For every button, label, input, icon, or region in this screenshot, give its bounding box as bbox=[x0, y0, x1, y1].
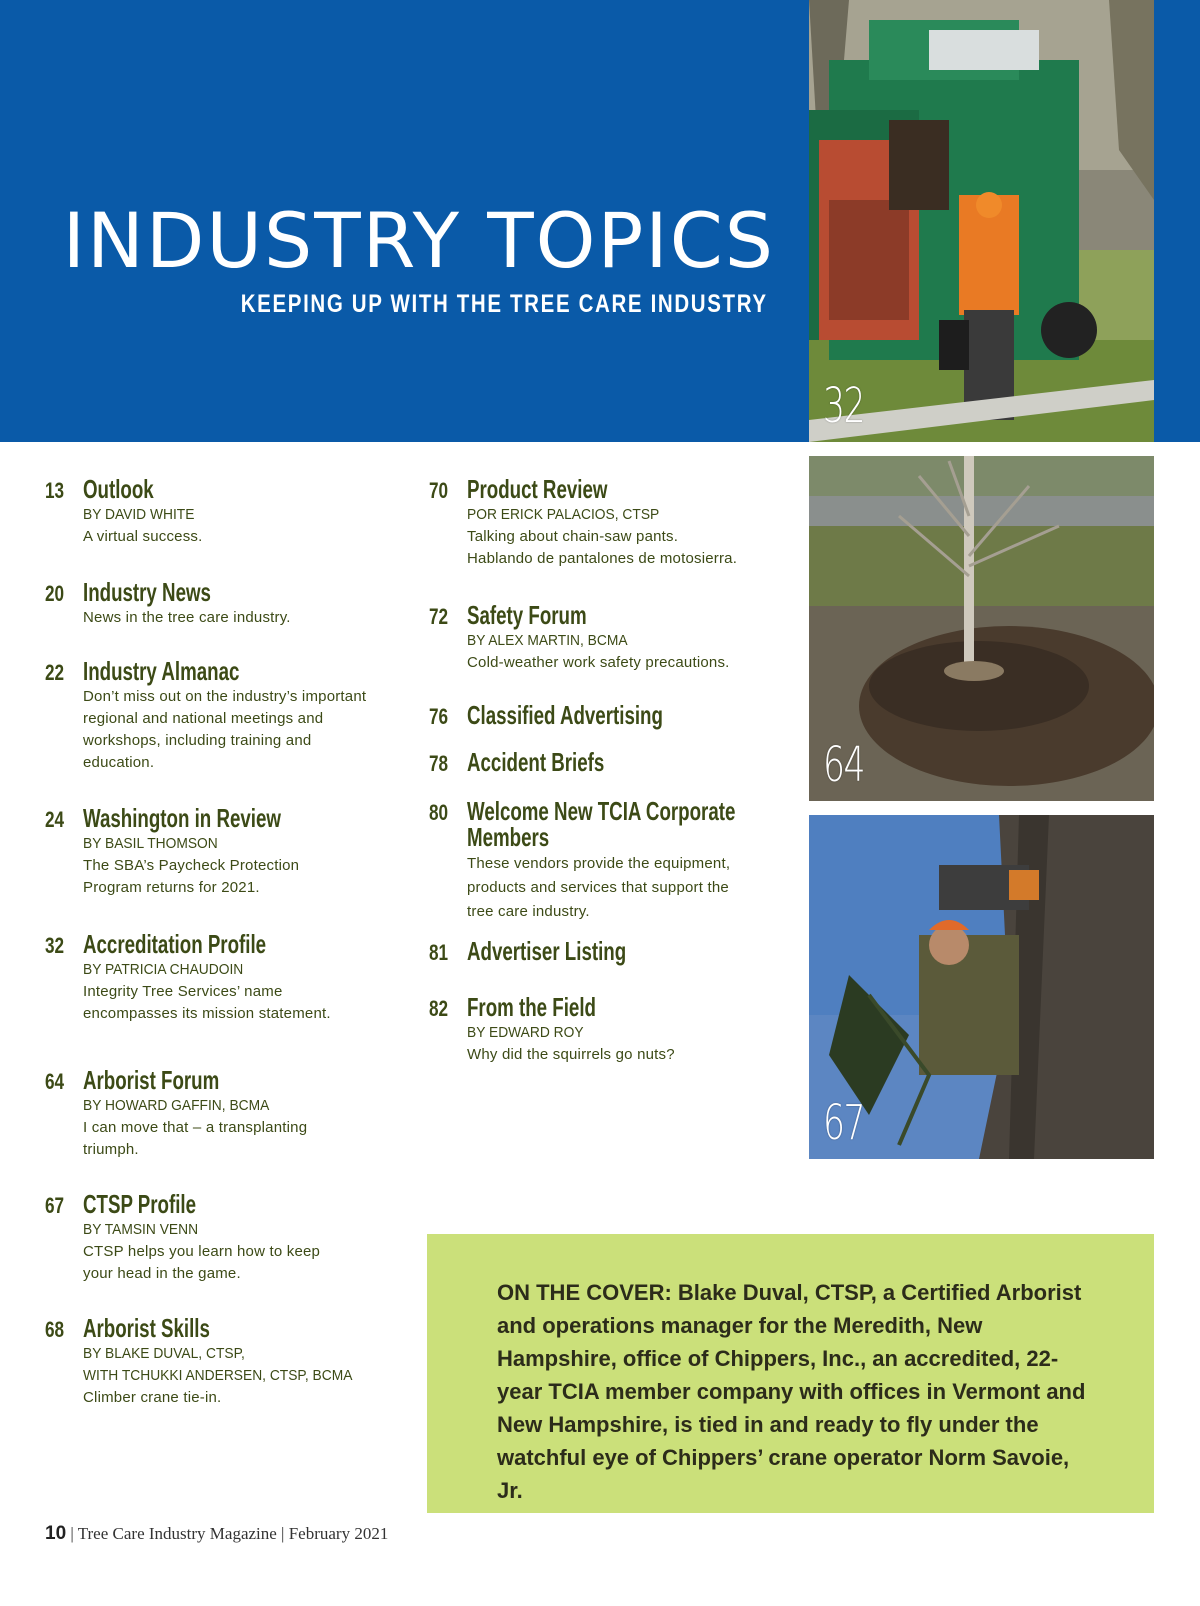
toc-byline: BY BASIL THOMSON bbox=[83, 835, 218, 852]
toc-description: I can move that – a transplanting triumph. bbox=[83, 1119, 308, 1158]
cover-caption-box bbox=[427, 1234, 1154, 1513]
toc-item-classified-advertising[interactable] bbox=[429, 702, 769, 749]
toc-title: Arborist Forum bbox=[83, 1065, 220, 1095]
photo-page-number: 64 bbox=[823, 737, 865, 793]
toc-item-accreditation-profile[interactable] bbox=[45, 931, 395, 1067]
photo-chipper-truck bbox=[809, 0, 1154, 442]
toc-page-number: 80 bbox=[429, 800, 449, 825]
toc-item-accident-briefs[interactable] bbox=[429, 749, 769, 798]
toc-page-number: 64 bbox=[45, 1069, 65, 1094]
toc-page-number: 32 bbox=[45, 933, 65, 958]
toc-title: CTSP Profile bbox=[83, 1189, 197, 1219]
toc-byline-2: WITH TCHUKKI ANDERSEN, CTSP, BCMA bbox=[83, 1367, 353, 1384]
toc-title: Classified Advertising bbox=[467, 700, 663, 730]
toc-byline: BY BLAKE DUVAL, CTSP, bbox=[83, 1345, 245, 1362]
toc-byline: BY ALEX MARTIN, BCMA bbox=[467, 632, 628, 649]
toc-byline: POR ERICK PALACIOS, CTSP bbox=[467, 506, 660, 523]
toc-description: Don’t miss out on the industry’s important regional and national meetings and workshops, including training and education. bbox=[83, 688, 367, 771]
toc-item-from-the-field[interactable] bbox=[429, 994, 769, 1074]
toc-item-product-review[interactable] bbox=[429, 476, 769, 602]
toc-byline: BY HOWARD GAFFIN, BCMA bbox=[83, 1097, 270, 1114]
toc-byline: BY PATRICIA CHAUDOIN bbox=[83, 961, 244, 978]
toc-byline: BY DAVID WHITE bbox=[83, 506, 195, 523]
toc-item-arborist-forum[interactable] bbox=[45, 1067, 395, 1191]
toc-page-number: 67 bbox=[45, 1193, 65, 1218]
toc-item-industry-almanac[interactable] bbox=[45, 658, 395, 805]
toc-page-number: 68 bbox=[45, 1317, 65, 1342]
toc-item-advertiser-listing[interactable] bbox=[429, 938, 769, 994]
footer-page-number: 10 bbox=[45, 1523, 67, 1544]
toc-page-number: 24 bbox=[45, 807, 65, 832]
toc-description: Integrity Tree Services’ name encompasses its mission statement. bbox=[83, 983, 331, 1022]
toc-description: The SBA’s Paycheck Protection Program returns for 2021. bbox=[83, 857, 300, 896]
photo-page-number: 67 bbox=[823, 1095, 865, 1151]
toc-description: News in the tree care industry. bbox=[83, 609, 291, 626]
page-subtitle: KEEPING UP WITH THE TREE CARE INDUSTRY bbox=[240, 290, 768, 318]
toc-page-number: 20 bbox=[45, 581, 65, 606]
toc-description-spanish: Hablando de pantalones de motosierra. bbox=[467, 550, 738, 567]
toc-item-safety-forum[interactable] bbox=[429, 602, 769, 702]
toc-description: A virtual success. bbox=[83, 528, 203, 545]
toc-title: Outlook bbox=[83, 474, 154, 504]
toc-title-line-2: Members bbox=[467, 822, 550, 852]
toc-title: From the Field bbox=[467, 992, 596, 1022]
toc-description: Cold-weather work safety precautions. bbox=[467, 654, 730, 671]
toc-page-number: 81 bbox=[429, 940, 449, 965]
toc-description: Why did the squirrels go nuts? bbox=[467, 1046, 675, 1063]
toc-title: Product Review bbox=[467, 474, 608, 504]
toc-page-number: 70 bbox=[429, 478, 449, 503]
toc-right-column bbox=[429, 476, 769, 1074]
toc-title: Washington in Review bbox=[83, 803, 281, 833]
toc-title: Welcome New TCIA Corporate bbox=[467, 796, 736, 826]
toc-byline: BY EDWARD ROY bbox=[467, 1024, 584, 1041]
toc-page-number: 72 bbox=[429, 604, 449, 629]
toc-left-column bbox=[45, 476, 395, 1425]
toc-page-number: 13 bbox=[45, 478, 65, 503]
toc-item-industry-news[interactable] bbox=[45, 579, 395, 658]
toc-page-number: 78 bbox=[429, 751, 449, 776]
toc-page-number: 82 bbox=[429, 996, 449, 1021]
toc-item-arborist-skills[interactable] bbox=[45, 1315, 395, 1425]
toc-title: Arborist Skills bbox=[83, 1313, 210, 1343]
toc-title: Industry Almanac bbox=[83, 656, 240, 686]
page-footer bbox=[45, 1523, 388, 1545]
toc-title: Safety Forum bbox=[467, 600, 587, 630]
toc-byline: BY TAMSIN VENN bbox=[83, 1221, 199, 1238]
toc-description: These vendors provide the equipment, products and services that support the tree care industry. bbox=[467, 855, 731, 920]
toc-title: Advertiser Listing bbox=[467, 936, 627, 966]
photo-page-number: 32 bbox=[823, 378, 865, 434]
toc-title: Accident Briefs bbox=[467, 747, 605, 777]
toc-title: Accreditation Profile bbox=[83, 929, 267, 959]
photo-transplanted-tree bbox=[809, 456, 1154, 801]
toc-item-washington-in-review[interactable] bbox=[45, 805, 395, 931]
toc-title: Industry News bbox=[83, 577, 211, 607]
toc-description: Climber crane tie-in. bbox=[83, 1389, 222, 1406]
toc-item-ctsp-profile[interactable] bbox=[45, 1191, 395, 1315]
toc-description: CTSP helps you learn how to keep your head in the game. bbox=[83, 1243, 321, 1282]
toc-page-number: 76 bbox=[429, 704, 449, 729]
toc-page-number: 22 bbox=[45, 660, 65, 685]
toc-description: Talking about chain-saw pants. bbox=[467, 528, 679, 545]
page-title: INDUSTRY TOPICS bbox=[62, 196, 775, 285]
toc-item-outlook[interactable] bbox=[45, 476, 395, 579]
footer-publication: | Tree Care Industry Magazine | February 2021 bbox=[66, 1524, 389, 1543]
photo-climber-chainsaw bbox=[809, 815, 1154, 1159]
toc-item-welcome-new-members[interactable] bbox=[429, 798, 769, 938]
cover-caption: ON THE COVER: Blake Duval, CTSP, a Certified Arborist and operations manager for the Meredith, New Hampshire, office of Chippers, Inc., an accredited, 22-year TCIA member company with offices in Vermont and New Hampshire, is tied in and ready to fly under the watchful eye of Chippers’ crane operator Norm Savoie, Jr. bbox=[497, 1280, 1086, 1503]
